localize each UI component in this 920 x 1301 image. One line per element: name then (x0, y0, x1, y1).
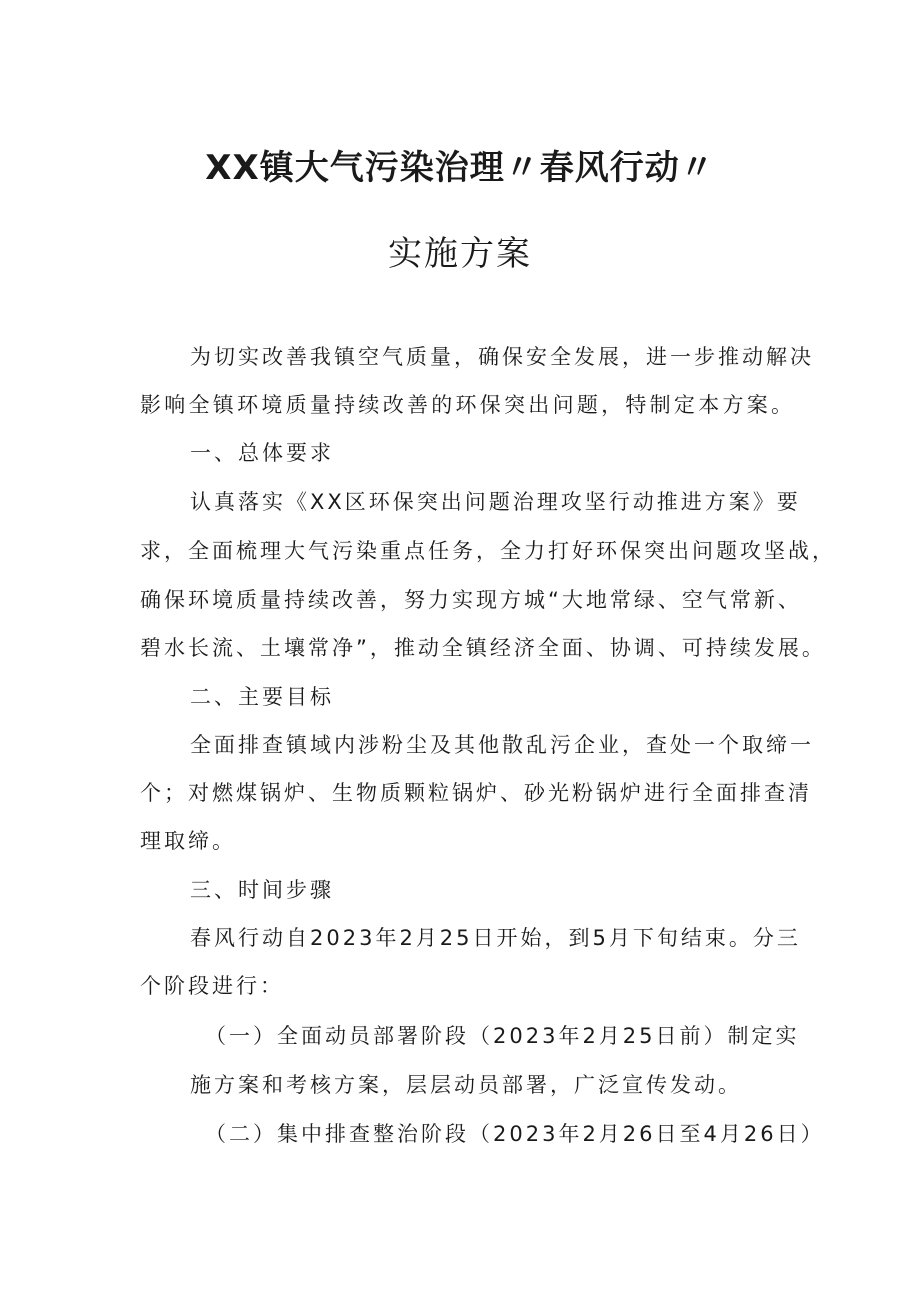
document-title: XX镇大气污染治理〃春风行动〃 (205, 148, 715, 188)
section-1-line-1: 认真落实《XX区环保突出问题治理攻坚行动推进方案》要 (190, 490, 801, 514)
section-2-line-3: 理取缔。 (140, 829, 236, 853)
section-1-heading: 一、总体要求 (190, 441, 334, 465)
section-1-line-4: 碧水长流、土壤常净”，推动全镇经济全面、协调、可持续发展。 (140, 636, 826, 660)
stage-2-line-1: （二）集中排查整治阶段（2023年2月26日至4月26日） (205, 1122, 825, 1146)
intro-line-1: 为切实改善我镇空气质量，确保安全发展，进一步推动解决 (190, 345, 814, 369)
document-subtitle: 实施方案 (388, 234, 532, 274)
section-3-heading: 三、时间步骤 (190, 878, 334, 902)
section-3-line-2: 个阶段进行： (140, 974, 284, 998)
section-2-heading: 二、主要目标 (190, 685, 334, 709)
stage-1-line-1: （一）全面动员部署阶段（2023年2月25日前）制定实 (205, 1024, 800, 1048)
stage-1-line-2: 施方案和考核方案，层层动员部署，广泛宣传发动。 (190, 1073, 742, 1097)
intro-line-2: 影响全镇环境质量持续改善的环保突出问题，特制定本方案。 (140, 393, 795, 417)
section-2-line-1: 全面排查镇域内涉粉尘及其他散乱污企业，查处一个取缔一 (190, 733, 814, 757)
section-1-line-3: 确保环境质量持续改善，努力实现方城“大地常绿、空气常新、 (140, 588, 802, 612)
section-3-line-1: 春风行动自2023年2月25日开始，到5月下旬结束。分三 (190, 926, 801, 950)
section-1-line-2: 求，全面梳理大气污染重点任务，全力打好环保突出问题攻坚战， (140, 539, 836, 563)
section-2-line-2: 个；对燃煤锅炉、生物质颗粒锅炉、砂光粉锅炉进行全面排查清 (140, 781, 812, 805)
